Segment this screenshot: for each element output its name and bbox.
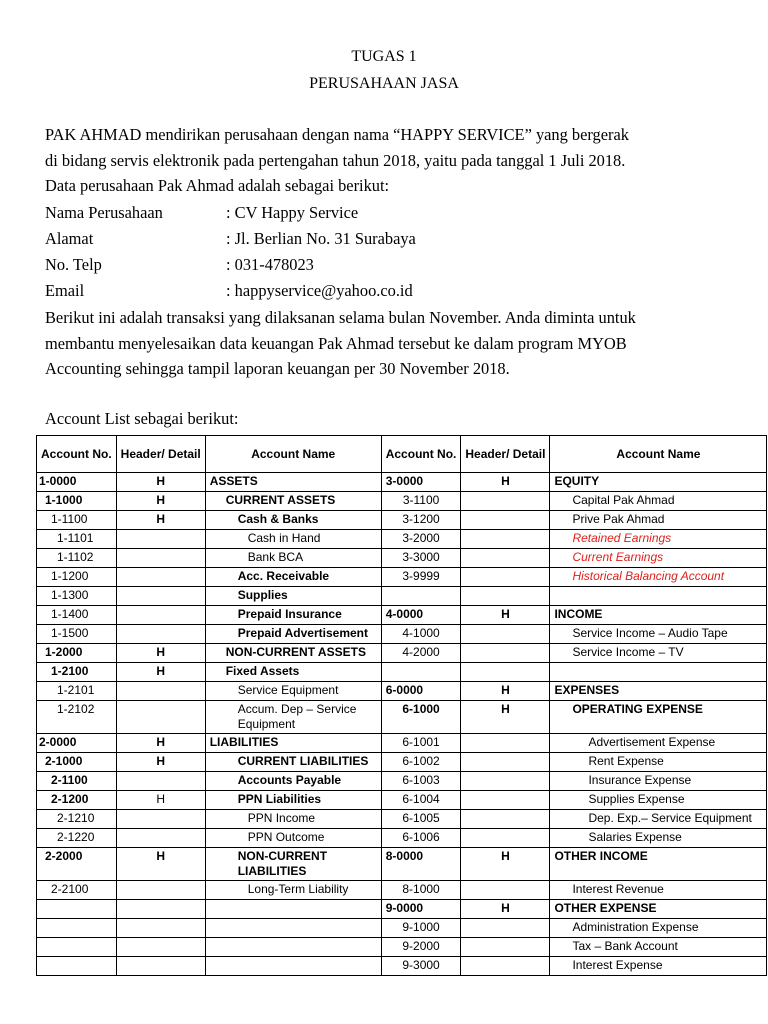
task-line: membantu menyelesaikan data keuangan Pak Ahmad tersebut ke dalam program MYOB: [45, 333, 627, 353]
table-row: [37, 791, 767, 810]
account-name-cell: [205, 900, 381, 919]
intro-line: Data perusahaan Pak Ahmad adalah sebagai berikut:: [45, 176, 390, 196]
account-number-cell: 2-1200: [37, 791, 117, 810]
header-detail-cell: H: [116, 473, 205, 492]
header-account-name: Account Name: [205, 436, 381, 473]
account-name-cell: EQUITY: [550, 473, 767, 492]
header-detail-cell: H: [116, 791, 205, 810]
account-name-cell: Interest Expense: [550, 957, 767, 976]
account-number-cell: 1-2102: [37, 701, 117, 734]
header-detail-cell: [461, 753, 550, 772]
account-number-cell: 1-1102: [37, 549, 117, 568]
account-name-cell: Supplies Expense: [550, 791, 767, 810]
account-number-cell: 2-1000: [37, 753, 117, 772]
account-number-cell: 1-2101: [37, 682, 117, 701]
header-detail-cell: H: [116, 644, 205, 663]
header-detail-cell: [461, 791, 550, 810]
account-name-cell: PPN Liabilities: [205, 791, 381, 810]
account-name-cell: Current Earnings: [550, 549, 767, 568]
document-subtitle: PERUSAHAAN JASA: [309, 75, 459, 92]
header-detail-cell: [461, 492, 550, 511]
table-row: [37, 919, 767, 938]
header-detail-cell: H: [116, 753, 205, 772]
account-number-cell: [37, 900, 117, 919]
account-name-cell: OTHER INCOME: [550, 848, 767, 881]
account-list-table: [36, 435, 767, 976]
header-detail-cell: [461, 734, 550, 753]
header-detail-cell: H: [116, 511, 205, 530]
table-row: [37, 957, 767, 976]
account-number-cell: 2-1100: [37, 772, 117, 791]
header-detail-cell: [116, 625, 205, 644]
account-name-cell: Supplies: [205, 587, 381, 606]
account-number-cell: 1-1101: [37, 530, 117, 549]
table-row: [37, 568, 767, 587]
table-row: [37, 644, 767, 663]
account-number-cell: 6-1004: [381, 791, 461, 810]
header-detail-cell: [461, 919, 550, 938]
account-number-cell: 2-1220: [37, 829, 117, 848]
header-detail-cell: [461, 663, 550, 682]
account-name-cell: Salaries Expense: [550, 829, 767, 848]
account-name-cell: Accum. Dep – Service Equipment: [205, 701, 381, 734]
account-name-cell: Service Income – TV: [550, 644, 767, 663]
table-row: [37, 734, 767, 753]
header-detail-cell: [116, 530, 205, 549]
header-detail-cell: [461, 957, 550, 976]
table-row: [37, 663, 767, 682]
table-row: [37, 900, 767, 919]
account-number-cell: 6-1003: [381, 772, 461, 791]
table-row: [37, 511, 767, 530]
table-row: [37, 848, 767, 881]
account-list-heading: Account List sebagai berikut:: [45, 409, 239, 428]
account-number-cell: 1-1200: [37, 568, 117, 587]
account-number-cell: 2-2100: [37, 881, 117, 900]
account-number-cell: 1-1400: [37, 606, 117, 625]
table-row: [37, 530, 767, 549]
account-number-cell: 1-1100: [37, 511, 117, 530]
account-name-cell: Fixed Assets: [205, 663, 381, 682]
header-detail-cell: [116, 549, 205, 568]
table-row: [37, 606, 767, 625]
header-detail-cell: [116, 900, 205, 919]
task-line: Berikut ini adalah transaksi yang dilaksanan selama bulan November. Anda diminta untuk: [45, 308, 636, 327]
account-name-cell: NON-CURRENT LIABILITIES: [205, 848, 381, 881]
account-number-cell: 4-2000: [381, 644, 461, 663]
header-account-no: Account No.: [381, 436, 461, 473]
phone-label: No. Telp: [45, 255, 102, 274]
account-name-cell: [205, 938, 381, 957]
account-number-cell: 6-0000: [381, 682, 461, 701]
account-name-cell: [550, 663, 767, 682]
account-number-cell: 8-0000: [381, 848, 461, 881]
company-name-label: Nama Perusahaan: [45, 203, 163, 222]
header-account-no: Account No.: [37, 436, 117, 473]
account-number-cell: 3-0000: [381, 473, 461, 492]
account-number-cell: 2-0000: [37, 734, 117, 753]
account-number-cell: 1-1300: [37, 587, 117, 606]
account-number-cell: 1-0000: [37, 473, 117, 492]
header-detail-cell: [461, 644, 550, 663]
account-name-cell: Accounts Payable: [205, 772, 381, 791]
account-name-cell: PPN Outcome: [205, 829, 381, 848]
account-number-cell: 2-1210: [37, 810, 117, 829]
table-row: [37, 810, 767, 829]
account-name-cell: LIABILITIES: [205, 734, 381, 753]
account-name-cell: Tax – Bank Account: [550, 938, 767, 957]
header-detail-cell: H: [116, 734, 205, 753]
account-name-cell: Long-Term Liability: [205, 881, 381, 900]
account-number-cell: 4-0000: [381, 606, 461, 625]
account-name-cell: Advertisement Expense: [550, 734, 767, 753]
table-row: [37, 938, 767, 957]
account-number-cell: 9-0000: [381, 900, 461, 919]
account-name-cell: Acc. Receivable: [205, 568, 381, 587]
account-name-cell: Dep. Exp.– Service Equipment: [550, 810, 767, 829]
header-detail-cell: [116, 938, 205, 957]
account-name-cell: EXPENSES: [550, 682, 767, 701]
account-number-cell: [37, 938, 117, 957]
account-name-cell: Interest Revenue: [550, 881, 767, 900]
account-number-cell: 9-2000: [381, 938, 461, 957]
account-name-cell: Service Income – Audio Tape: [550, 625, 767, 644]
header-detail-cell: [461, 829, 550, 848]
account-name-cell: OTHER EXPENSE: [550, 900, 767, 919]
account-number-cell: [381, 587, 461, 606]
header-detail-cell: H: [116, 492, 205, 511]
header-account-name: Account Name: [550, 436, 767, 473]
account-number-cell: 6-1000: [381, 701, 461, 734]
account-name-cell: Capital Pak Ahmad: [550, 492, 767, 511]
header-detail-cell: [116, 587, 205, 606]
header-detail-cell: H: [116, 663, 205, 682]
account-name-cell: [205, 957, 381, 976]
account-name-cell: Prive Pak Ahmad: [550, 511, 767, 530]
header-detail-cell: [461, 587, 550, 606]
header-detail-cell: [461, 568, 550, 587]
account-number-cell: 3-1100: [381, 492, 461, 511]
header-detail-cell: [461, 625, 550, 644]
email-value: : happyservice@yahoo.co.id: [226, 281, 413, 300]
table-row: [37, 772, 767, 791]
account-name-cell: Cash in Hand: [205, 530, 381, 549]
account-number-cell: 6-1001: [381, 734, 461, 753]
account-name-cell: NON-CURRENT ASSETS: [205, 644, 381, 663]
header-detail-cell: H: [461, 473, 550, 492]
table-row: [37, 549, 767, 568]
header-detail-cell: [116, 881, 205, 900]
phone-value: : 031-478023: [226, 255, 314, 274]
account-number-cell: 9-3000: [381, 957, 461, 976]
account-name-cell: OPERATING EXPENSE: [550, 701, 767, 734]
account-name-cell: CURRENT ASSETS: [205, 492, 381, 511]
header-detail-cell: [116, 701, 205, 734]
account-name-cell: [550, 587, 767, 606]
header-detail-cell: H: [461, 900, 550, 919]
table-row: [37, 682, 767, 701]
account-number-cell: 1-1500: [37, 625, 117, 644]
account-name-cell: Rent Expense: [550, 753, 767, 772]
account-table-body: [37, 473, 767, 976]
table-row: [37, 881, 767, 900]
account-name-cell: Prepaid Insurance: [205, 606, 381, 625]
account-number-cell: 3-2000: [381, 530, 461, 549]
header-detail-cell: [461, 511, 550, 530]
account-number-cell: [381, 663, 461, 682]
header-detail-cell: [461, 772, 550, 791]
table-header-row: [37, 436, 767, 473]
header-detail-cell: [116, 606, 205, 625]
account-name-cell: Historical Balancing Account: [550, 568, 767, 587]
account-name-cell: Service Equipment: [205, 682, 381, 701]
header-detail-cell: [116, 810, 205, 829]
account-number-cell: 6-1005: [381, 810, 461, 829]
company-name-value: : CV Happy Service: [226, 203, 359, 222]
account-name-cell: Prepaid Advertisement: [205, 625, 381, 644]
header-detail-cell: [116, 919, 205, 938]
account-name-cell: Cash & Banks: [205, 511, 381, 530]
account-name-cell: PPN Income: [205, 810, 381, 829]
account-number-cell: 3-3000: [381, 549, 461, 568]
account-number-cell: 9-1000: [381, 919, 461, 938]
header-detail-cell: [116, 682, 205, 701]
task-paragraph: [45, 305, 725, 382]
table-row: [37, 829, 767, 848]
account-number-cell: 1-1000: [37, 492, 117, 511]
document-title: TUGAS 1: [351, 48, 417, 65]
account-name-cell: Administration Expense: [550, 919, 767, 938]
account-name-cell: ASSETS: [205, 473, 381, 492]
header-detail-cell: [461, 810, 550, 829]
header-detail-cell: H: [461, 682, 550, 701]
account-name-cell: INCOME: [550, 606, 767, 625]
table-row: [37, 701, 767, 734]
account-name-cell: Insurance Expense: [550, 772, 767, 791]
account-number-cell: 1-2000: [37, 644, 117, 663]
table-row: [37, 473, 767, 492]
account-name-cell: [205, 919, 381, 938]
table-row: [37, 492, 767, 511]
header-detail-cell: [461, 881, 550, 900]
email-label: Email: [45, 281, 85, 300]
intro-line: PAK AHMAD mendirikan perusahaan dengan nama “HAPPY SERVICE” yang bergerak: [45, 125, 629, 144]
account-name-cell: CURRENT LIABILITIES: [205, 753, 381, 772]
header-detail-cell: H: [461, 606, 550, 625]
header-detail-cell: [116, 772, 205, 791]
account-number-cell: 4-1000: [381, 625, 461, 644]
table-row: [37, 753, 767, 772]
header-header-detail: Header/ Detail: [461, 436, 550, 473]
header-detail-cell: [116, 957, 205, 976]
header-detail-cell: [116, 829, 205, 848]
address-label: Alamat: [45, 229, 94, 248]
table-row: [37, 625, 767, 644]
account-number-cell: 6-1006: [381, 829, 461, 848]
header-detail-cell: [116, 568, 205, 587]
account-number-cell: 2-2000: [37, 848, 117, 881]
table-row: [37, 587, 767, 606]
header-header-detail: Header/ Detail: [116, 436, 205, 473]
account-number-cell: 6-1002: [381, 753, 461, 772]
address-value: : Jl. Berlian No. 31 Surabaya: [226, 229, 416, 248]
intro-line: di bidang servis elektronik pada pertengahan tahun 2018, yaitu pada tanggal 1 Juli 2018.: [45, 150, 626, 170]
header-detail-cell: H: [116, 848, 205, 881]
task-line: Accounting sehingga tampil laporan keuangan per 30 November 2018.: [45, 359, 510, 379]
account-name-cell: Retained Earnings: [550, 530, 767, 549]
account-number-cell: [37, 919, 117, 938]
header-detail-cell: [461, 530, 550, 549]
header-detail-cell: [461, 549, 550, 568]
account-number-cell: 3-9999: [381, 568, 461, 587]
intro-paragraph: [45, 122, 725, 199]
account-number-cell: [37, 957, 117, 976]
account-name-cell: Bank BCA: [205, 549, 381, 568]
header-detail-cell: H: [461, 701, 550, 734]
account-number-cell: 1-2100: [37, 663, 117, 682]
account-number-cell: 3-1200: [381, 511, 461, 530]
account-number-cell: 8-1000: [381, 881, 461, 900]
header-detail-cell: [461, 938, 550, 957]
header-detail-cell: H: [461, 848, 550, 881]
